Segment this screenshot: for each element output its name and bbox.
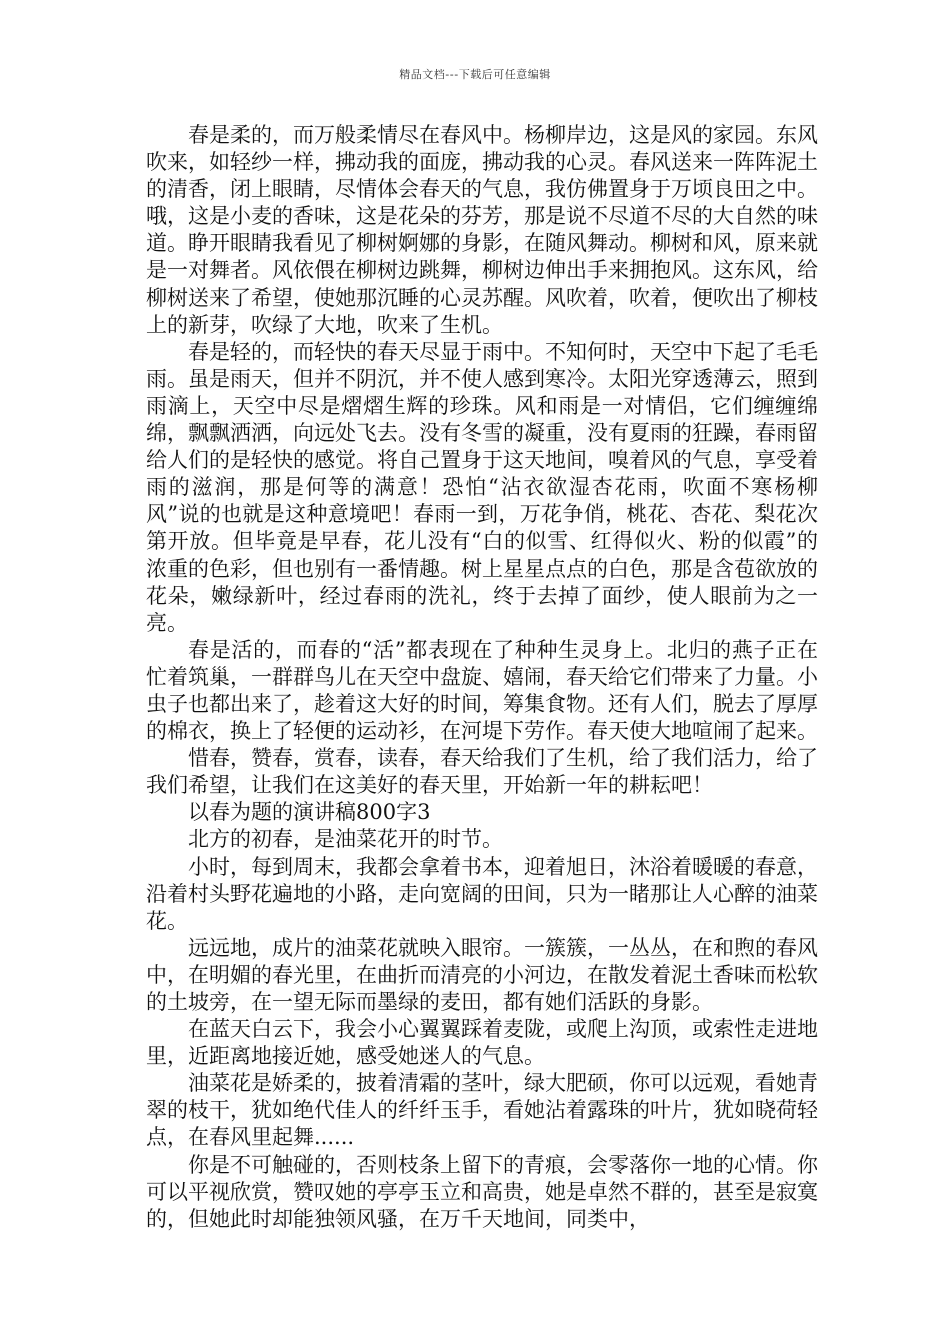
section-heading: 以春为题的演讲稿800字3 [188, 800, 431, 825]
paragraph: 你是不可触碰的，否则枝条上留下的青痕，会零落你一地的心情。你可以平视欣赏，赞叹她的亭亭玉立和高贵，她是卓然不群的，甚至是寂寞的，但她此时却能独领风骚，在万千天地间，同类中， [146, 1152, 818, 1231]
paragraph: 小时，每到周末，我都会拿着书本，迎着旭日，沐浴着暖暖的春意，沿着村头野花遍地的小路，走向宽阔的田间，只为一睹那让人心醉的油菜花。 [146, 854, 818, 933]
paragraph: 春是轻的，而轻快的春天尽显于雨中。不知何时，天空中下起了毛毛雨。虽是雨天，但并不阴沉，并不使人感到寒冷。太阳光穿透薄云，照到雨滴上，天空中尽是熠熠生辉的珍珠。风和雨是一对情侣，它们缠缠绵绵，飘飘洒洒，向远处飞去。没有冬雪的凝重，没有夏雨的狂躁，春雨留给人们的是轻快的感觉。将自己置身于这天地间，嗅着风的气息，享受着雨的滋润，那是何等的满意！恐怕“沾衣欲湿杏花雨，吹面不寒杨柳风”说的也就是这种意境吧！春雨一到，万花争俏，桃花、杏花、梨花次第开放。但毕竟是早春，花儿没有“白的似雪、红得似火、粉的似霞”的浓重的色彩，但也别有一番情趣。树上星星点点的白色，那是含苞欲放的花朵，嫩绿新叶，经过春雨的洗礼，终于去掉了面纱，使人眼前为之一亮。 [146, 339, 818, 635]
page-header: 精品文档---下载后可任意编辑 [399, 68, 551, 81]
paragraph: 远远地，成片的油菜花就映入眼帘。一簇簇，一丛丛，在和煦的春风中，在明媚的春光里，在曲折而清亮的小河边，在散发着泥土香味而松软的土坡旁，在一望无际而墨绿的麦田，都有她们活跃的身影。 [146, 935, 818, 1014]
paragraph: 春是柔的，而万般柔情尽在春风中。杨柳岸边，这是风的家园。东风吹来，如轻纱一样，拂动我的面庞，拂动我的心灵。春风送来一阵阵泥土的清香，闭上眼睛，尽情体会春天的气息，我仿佛置身于万顷良田之中。哦，这是小麦的香味，这是花朵的芬芳，那是说不尽道不尽的大自然的味道。睁开眼睛我看见了柳树婀娜的身影，在随风舞动。柳树和风，原来就是一对舞者。风依偎在柳树边跳舞，柳树边伸出手来拥抱风。这东风，给柳树送来了希望，使她那沉睡的心灵苏醒。风吹着，吹着，便吹出了柳枝上的新芽，吹绿了大地，吹来了生机。 [146, 123, 818, 337]
paragraph: 油菜花是娇柔的，披着清霜的茎叶，绿大肥硕，你可以远观，看她青翠的枝干，犹如绝代佳人的纤纤玉手，看她沾着露珠的叶片，犹如晓荷轻点，在春风里起舞...... [146, 1071, 818, 1150]
paragraph: 在蓝天白云下，我会小心翼翼踩着麦陇，或爬上沟顶，或索性走进地里，近距离地接近她，感受她迷人的气息。 [146, 1017, 818, 1069]
paragraph: 北方的初春，是油菜花开的时节。 [188, 827, 503, 852]
document-body [146, 122, 818, 1233]
paragraph: 惜春，赞春，赏春，读春，春天给我们了生机，给了我们活力，给了我们希望，让我们在这美好的春天里，开始新一年的耕耘吧！ [146, 746, 818, 798]
paragraph: 春是活的，而春的“活”都表现在了种种生灵身上。北归的燕子正在忙着筑巢，一群群鸟儿在天空中盘旋、嬉闹，春天给它们带来了力量。小虫子也都出来了，趁着这大好的时间，筹集食物。还有人们，脱去了厚厚的棉衣，换上了轻便的运动衫，在河堤下劳作。春天使大地喧闹了起来。 [146, 637, 818, 744]
